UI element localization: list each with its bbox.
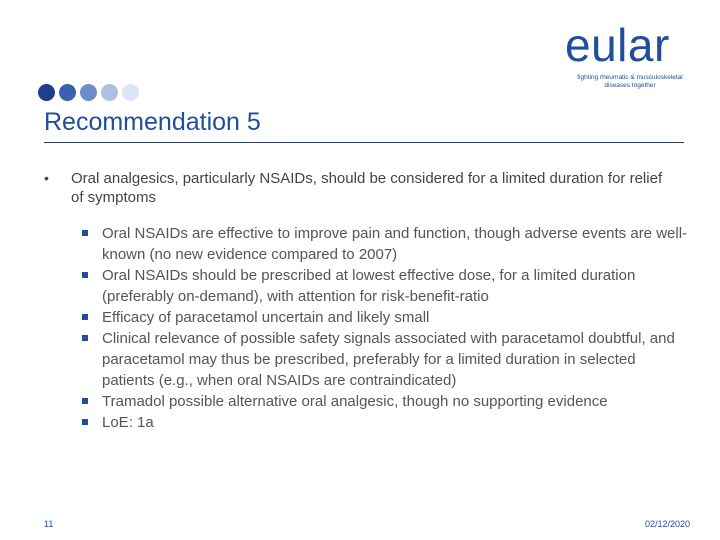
dot-4 [101,84,118,101]
bullet-marker: • [44,170,49,186]
title-divider [44,142,684,143]
footer-date: 02/12/2020 [644,519,690,529]
sub-bullet-item [80,391,690,412]
sub-bullet-text: Clinical relevance of possible safety signals associated with paracetamol doubtful, and paracetamol may thus be prescribed, preferably for a limited duration in selected patients (e.g., when oral NSAIDs are contraindicated) [102,330,675,389]
sub-bullet-text: Tramadol possible alternative oral analgesic, though no supporting evidence [102,393,608,410]
logo-tagline-line2: diseases together [604,82,656,89]
page-number: 11 [44,519,54,529]
logo-tagline [565,74,695,90]
square-bullet-icon [82,272,88,278]
slide-title: Recommendation 5 [44,108,261,136]
sub-bullet-item [80,412,690,433]
dot-3 [80,84,97,101]
eular-logo [565,19,695,90]
sub-bullet-text: Oral NSAIDs are effective to improve pain and function, though adverse events are well-known (no new evidence compared to 2007) [102,225,688,263]
sub-bullet-text: Efficacy of paracetamol uncertain and likely small [102,309,430,326]
square-bullet-icon [82,419,88,425]
sub-bullet-item [80,307,690,328]
dot-5 [122,84,139,101]
sub-bullet-text: Oral NSAIDs should be prescribed at lowest effective dose, for a limited duration (preferably on-demand), with attention for risk-benefit-ratio [102,267,636,305]
sub-bullet-item [80,328,690,391]
decorative-dots [38,84,139,101]
sub-bullet-list [80,223,690,433]
main-bullet-text: Oral analgesics, particularly NSAIDs, should be considered for a limited duration for relief of symptoms [71,170,663,206]
square-bullet-icon [82,335,88,341]
sub-bullet-item [80,223,690,265]
sub-bullet-text: LoE: 1a [102,414,154,431]
main-bullet [44,169,674,207]
square-bullet-icon [82,398,88,404]
square-bullet-icon [82,314,88,320]
square-bullet-icon [82,230,88,236]
sub-bullet-item [80,265,690,307]
logo-tagline-line1: fighting rheumatic & musculoskeletal [577,74,683,81]
dot-2 [59,84,76,101]
dot-1 [38,84,55,101]
logo-wordmark: eular [565,19,670,71]
